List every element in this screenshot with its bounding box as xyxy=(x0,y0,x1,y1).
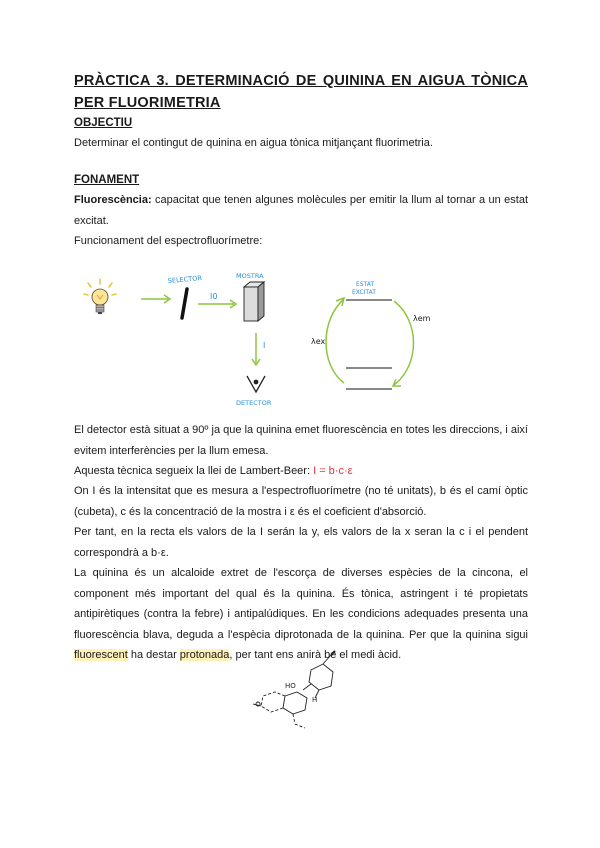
spectrofluorimeter-diagram xyxy=(0,255,600,415)
arrow-i xyxy=(252,333,260,365)
lightbulb-icon xyxy=(84,279,116,314)
estat-label: ESTAT xyxy=(356,281,375,288)
paragraph-lambert-beer xyxy=(74,461,528,482)
quinina-text-a: La quinina és un alcaloide extret de l'escorça de diverses espècies de la cincona, el component més important del qual és la quinina. És tònica, astringent i té propietats antipirètiques (contra la febre) i antipalúdiques. En les condicions adequades presenta una fluorescència blava, deguda a l'espècia diprotonada de la quinina. Per que la quinina sigui xyxy=(74,567,528,641)
paragraph-recta: Per tant, en la recta els valors de la I serán la y, els valors de la x seran la c i el pendent correspondrà a b·ε. xyxy=(74,526,528,559)
funcionament-label: Funcionament del espectrofluorímetre: xyxy=(74,235,263,247)
excitation-arc xyxy=(326,299,344,383)
cuvette-sample xyxy=(244,282,264,321)
quinine-structure xyxy=(245,650,355,732)
arrow-i0 xyxy=(198,300,236,308)
paragraph-variables: On I és la intensitat que es mesura a l'espectrofluorímetre (no té unitats), b és el camí òptic (cubeta), c és la concentració de la mostra i ε és el coeficient d'absorció. xyxy=(74,485,528,518)
ho-label: HO xyxy=(285,682,296,690)
highlight-protonada: protonada xyxy=(179,649,230,662)
lambda-em-label: λem xyxy=(413,314,431,323)
quinina-text-b: ha destar xyxy=(127,649,180,662)
fluorescencia-definition xyxy=(74,190,528,231)
fluorescencia-term: Fluorescència: xyxy=(74,194,152,206)
quinina-text-c: , per tant ens anirà be el medi àcid. xyxy=(229,649,402,662)
excitat-label: EXCITAT xyxy=(352,289,376,296)
lambert-beer-text: Aquesta tècnica segueix la llei de Lambert-Beer: xyxy=(74,465,314,477)
objectiu-heading: OBJECTIU xyxy=(74,117,133,129)
objectiu-text: Determinar el contingut de quinina en aigua tònica mitjançant fluorimetria. xyxy=(74,137,433,149)
detector-label: DETECTOR xyxy=(236,399,272,407)
mostra-label: MOSTRA xyxy=(236,272,264,280)
detector-eye-icon xyxy=(247,376,265,392)
i-label: I xyxy=(263,341,266,350)
selector-label: SELECTOR xyxy=(167,274,203,285)
highlight-fluorescent: fluorescent xyxy=(74,649,128,662)
arrow-to-selector xyxy=(141,295,170,303)
paragraph-detector: El detector està situat a 90º ja que la quinina emet fluorescència en totes les direccions, i així evitem interferències per la llum emesa. xyxy=(74,424,528,457)
emission-arc xyxy=(394,301,414,385)
i0-label: I0 xyxy=(210,292,218,301)
selector-slit xyxy=(182,289,187,318)
page-title: PRÀCTICA 3. DETERMINACIÓ DE QUININA EN AIGUA TÒNICA PER FLUORIMETRIA xyxy=(74,73,528,111)
fonament-heading: FONAMENT xyxy=(74,174,140,186)
fluorescencia-text: capacitat que tenen algunes molècules per emitir la llum al tornar a un estat excitat. xyxy=(74,194,528,227)
h-label: H xyxy=(312,696,318,704)
lambda-ex-label: λex xyxy=(311,337,326,346)
lambert-beer-formula: I = b·c·ε xyxy=(313,465,353,477)
energy-level-diagram xyxy=(311,281,431,389)
